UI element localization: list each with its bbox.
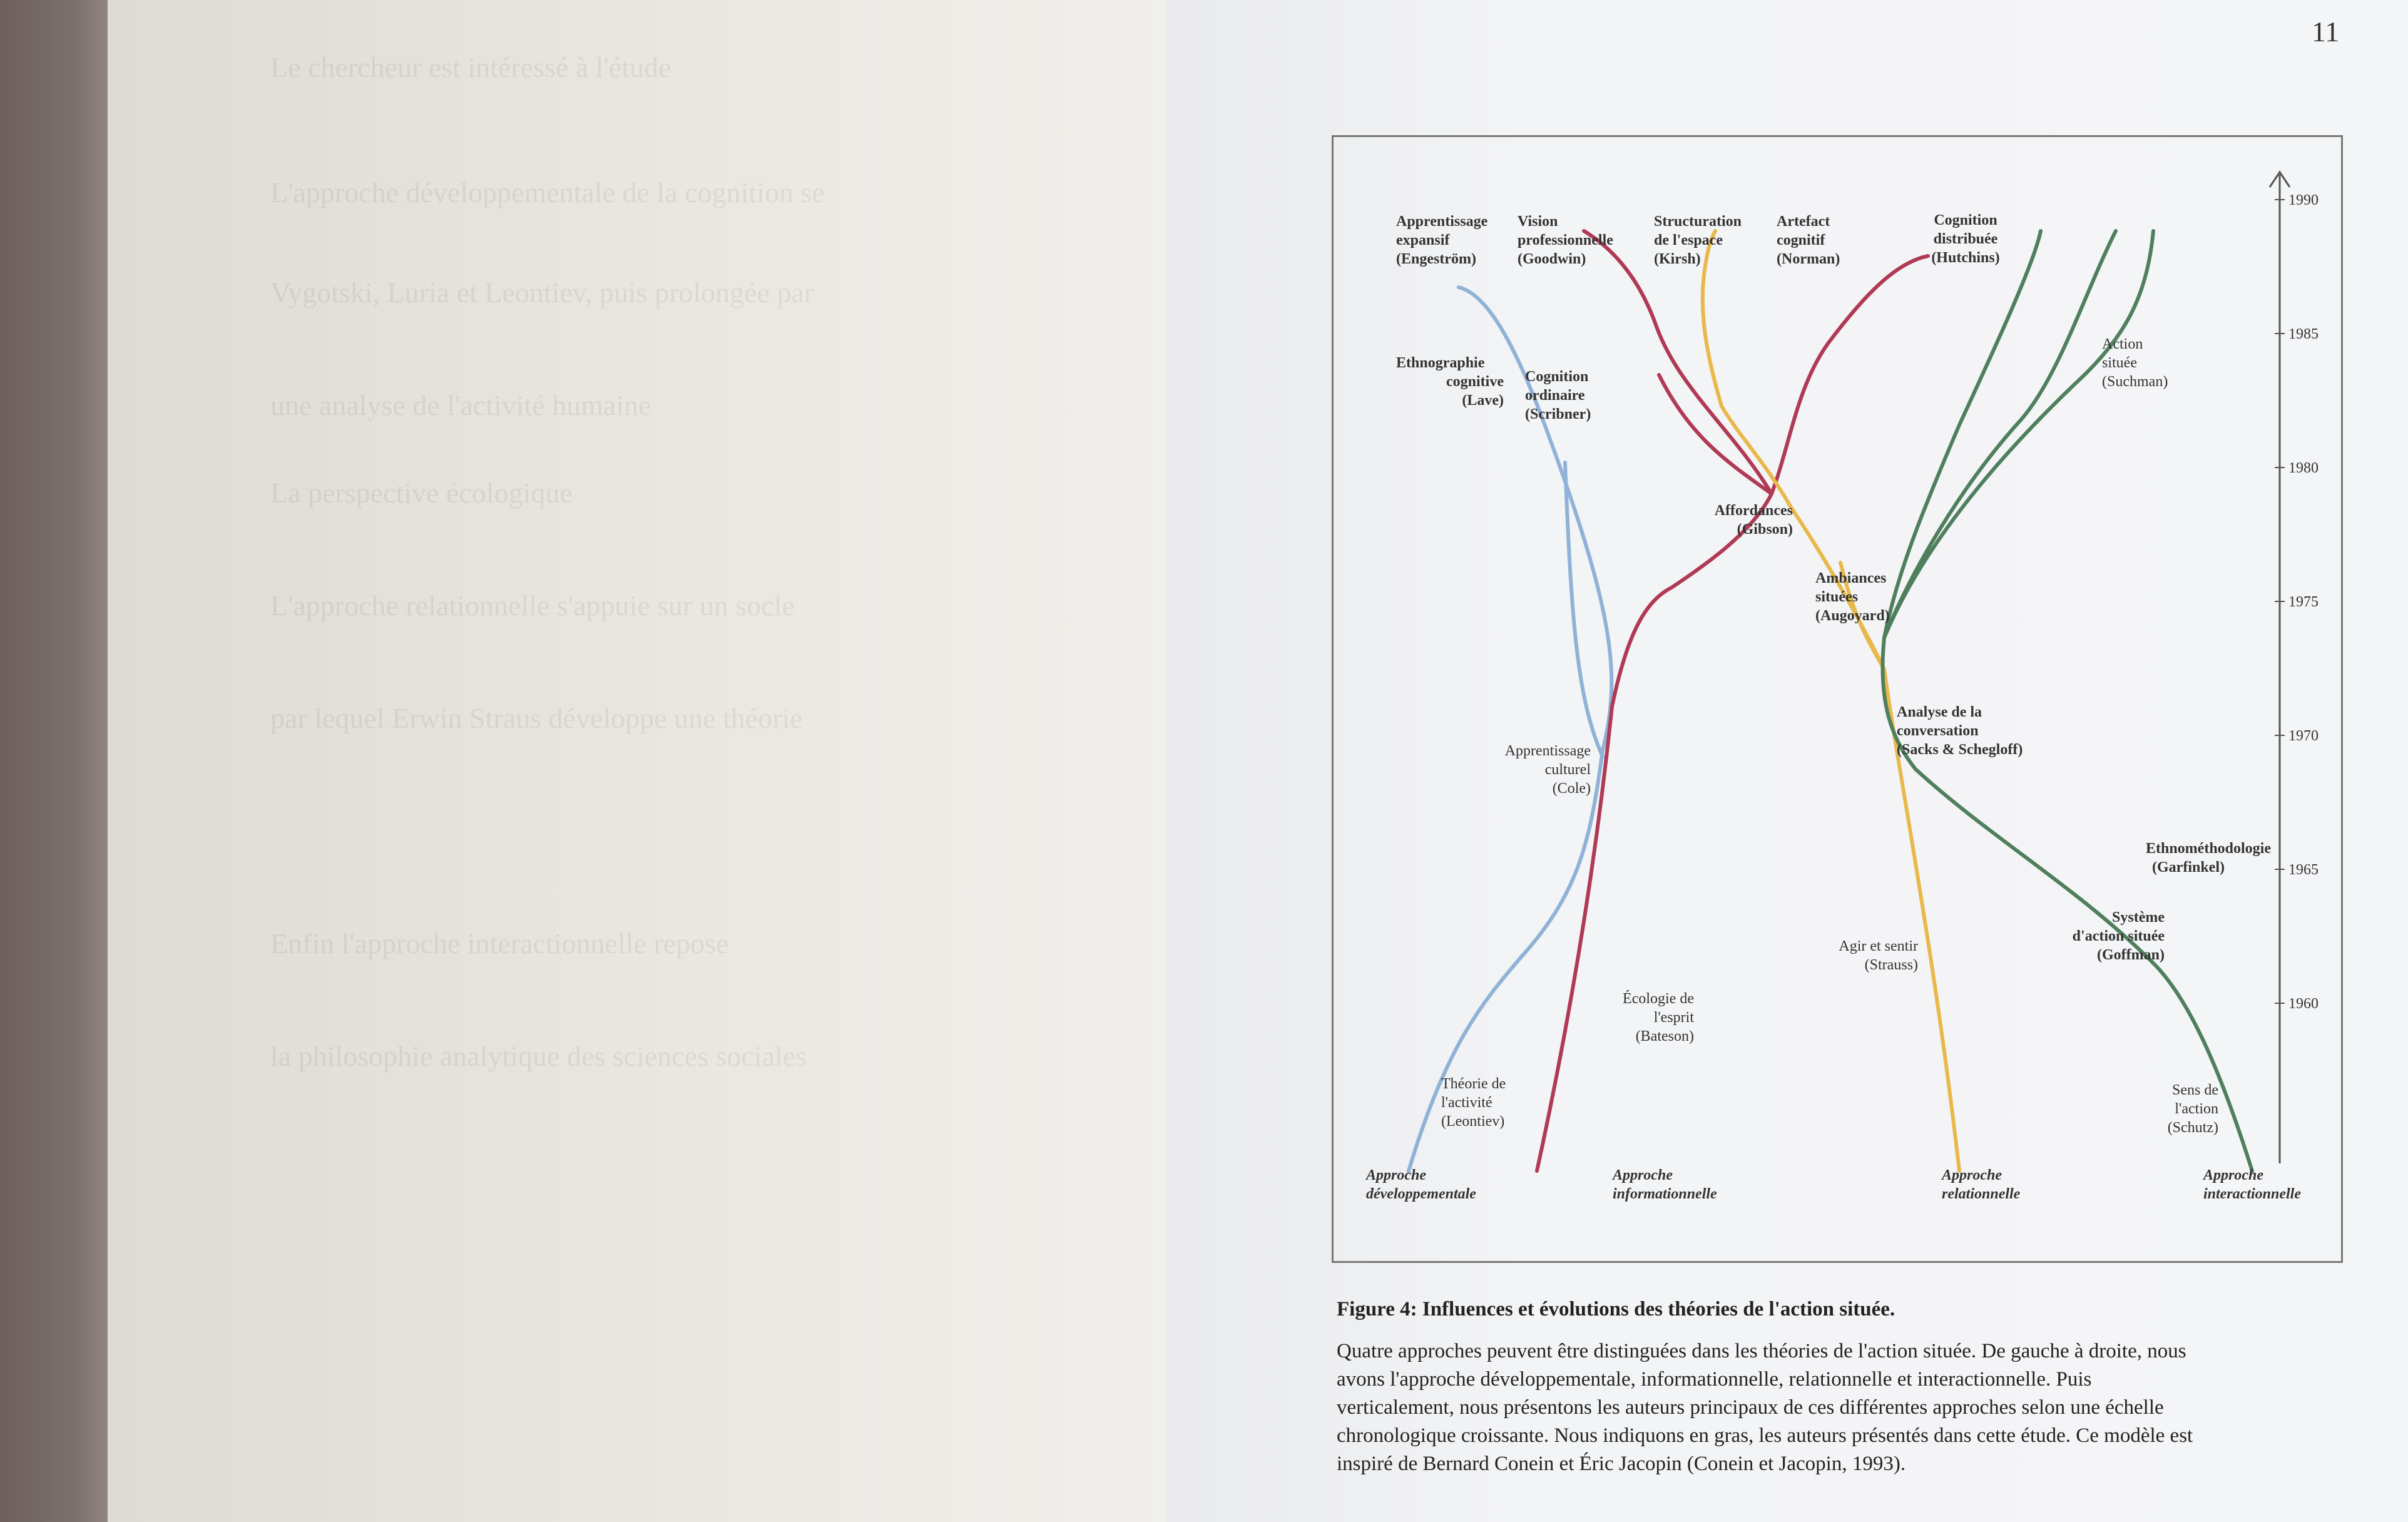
interactional-branch-curve [1884,231,2041,638]
label-suchman-3: (Suchman) [2102,374,2168,390]
bleed-through-text: une analyse de l'activité humaine [270,389,651,421]
caption-line: Quatre approches peuvent être distinguées dans les théories de l'action située. De gauche à droite, nous [1337,1340,2186,1362]
label-engestrom-2: expansif [1396,232,1450,248]
label-gibson-1: Affordances [1714,503,1793,519]
label-kirsh-2: de l'espace [1654,232,1723,248]
bleed-through-text: L'approche développementale de la cognition se [270,176,825,208]
timeline-year-label: 1965 [2288,862,2319,878]
label-gibson-2: (Gibson) [1737,521,1793,538]
figure-caption-body [1337,1337,2350,1478]
approach-labels [1365,1167,2301,1202]
label-augoyard-1: Ambiances [1815,570,1887,586]
label-schutz-3: (Schutz) [2167,1120,2218,1136]
label-hutchins-2: distribuée [1933,231,1998,247]
label-lave-1: Ethnographie [1396,355,1485,371]
label-lave-2: cognitive [1446,374,1504,390]
label-augoyard-3: (Augoyard) [1815,608,1890,624]
label-sacks-2: conversation [1897,723,1979,739]
label-cole-2: culturel [1544,762,1591,778]
timeline-year-label: 1980 [2288,460,2319,476]
label-goodwin-1: Vision [1518,213,1558,230]
informational-branch-curve [1584,231,1772,494]
bleed-through-text: Enfin l'approche interactionnelle repose [270,927,729,959]
informational-curve [1537,256,1928,1171]
label-engestrom-1: Apprentissage [1396,213,1488,230]
bleed-through-text: la philosophie analytique des sciences sociales [270,1040,807,1072]
approach-relational-2: relationnelle [1942,1186,2021,1202]
book-spine-shadow [0,0,108,1522]
approach-interactional-2: interactionnelle [2203,1186,2301,1202]
label-garfinkel-2: (Garfinkel) [2152,859,2225,876]
label-hutchins-1: Cognition [1934,212,1997,228]
timeline [2275,192,2319,1012]
approach-informational-2: informationnelle [1613,1186,1717,1202]
label-sacks-3: (Sacks & Schegloff) [1897,742,2023,758]
label-engestrom-3: (Engeström) [1396,251,1476,267]
label-norman-3: (Norman) [1777,251,1840,267]
label-suchman-1: Action [2102,336,2143,352]
author-labels [1396,336,2271,1136]
top-labels [1396,212,2000,267]
label-leontiev-1: Théorie de [1441,1076,1506,1092]
caption-line: chronologique croissante. Nous indiquons en gras, les auteurs présentés dans cette étude. Ce modèle est [1337,1424,2193,1447]
relational-curve [1703,231,1959,1171]
label-lave-3: (Lave) [1462,392,1504,409]
bleed-through-text: par lequel Erwin Straus développe une théorie [270,702,803,734]
label-suchman-2: située [2102,355,2137,371]
label-norman-1: Artefact [1777,213,1830,230]
label-goodwin-2: professionnelle [1518,232,1613,248]
influence-diagram [1334,137,2341,1261]
informational-branch-curve [1659,375,1772,494]
label-augoyard-2: situées [1815,589,1858,605]
label-bateson-1: Écologie de [1623,991,1694,1007]
label-garfinkel-1: Ethnométhodologie [2145,840,2271,857]
label-goffman-1: Système [2112,909,2165,926]
label-kirsh-1: Structuration [1654,213,1742,230]
timeline-year-label: 1990 [2288,192,2319,208]
label-schutz-2: l'action [2175,1101,2218,1117]
bleed-through-text: Vygotski, Luria et Leontiev, puis prolongée par [270,277,814,309]
label-bateson-3: (Bateson) [1635,1028,1694,1044]
bleed-through-text: La perspective écologique [270,477,573,509]
developmental-branch-curve [1565,462,1603,757]
timeline-year-label: 1960 [2288,996,2319,1012]
caption-line: inspiré de Bernard Conein et Éric Jacopin (Conein et Jacopin, 1993). [1337,1453,1906,1475]
bleed-through-text: Le chercheur est intéressé à l'étude [270,51,671,83]
label-norman-2: cognitif [1777,232,1825,248]
left-page [108,0,1166,1522]
approach-relational-1: Approche [1942,1167,2002,1183]
interactional-curve [1882,231,2252,1171]
approach-interactional-1: Approche [2203,1167,2263,1183]
label-cole-1: Apprentissage [1504,743,1591,759]
caption-line: verticalement, nous présentons les auteurs principaux de ces différentes approches selon une échelle [1337,1396,2164,1419]
label-scribner-3: (Scribner) [1525,406,1591,422]
label-bateson-2: l'esprit [1653,1009,1694,1026]
label-goffman-3: (Goffman) [2097,947,2165,963]
bleed-through-text: L'approche relationnelle s'appuie sur un socle [270,590,795,621]
label-goodwin-3: (Goodwin) [1518,251,1586,267]
label-strauss-1: Agir et sentir [1839,938,1918,954]
page-number: 11 [2312,16,2340,48]
timeline-year-label: 1985 [2288,326,2319,342]
label-leontiev-2: l'activité [1441,1095,1492,1111]
label-scribner-2: ordinaire [1525,387,1585,404]
label-leontiev-3: (Leontiev) [1441,1113,1505,1130]
label-cole-3: (Cole) [1552,780,1591,797]
timeline-year-label: 1970 [2288,728,2319,744]
label-sacks-1: Analyse de la [1897,704,1982,720]
approach-developmental-1: Approche [1366,1167,1426,1183]
approach-developmental-2: développementale [1366,1186,1476,1202]
caption-line: avons l'approche développementale, informationnelle, relationnelle et interactionnelle. Puis [1337,1368,2092,1391]
right-page [1166,0,2408,1522]
label-goffman-2: d'action située [2072,928,2165,944]
label-strauss-2: (Strauss) [1864,957,1918,973]
figure-caption-title: Figure 4: Influences et évolutions des théories de l'action située. [1337,1298,1895,1320]
approach-informational-1: Approche [1613,1167,1673,1183]
label-kirsh-3: (Kirsh) [1654,251,1701,267]
timeline-year-label: 1975 [2288,594,2319,610]
figure-frame [1332,135,2343,1263]
label-hutchins-3: (Hutchins) [1931,250,2000,266]
label-scribner-1: Cognition [1525,369,1589,385]
label-schutz-1: Sens de [2172,1082,2218,1098]
